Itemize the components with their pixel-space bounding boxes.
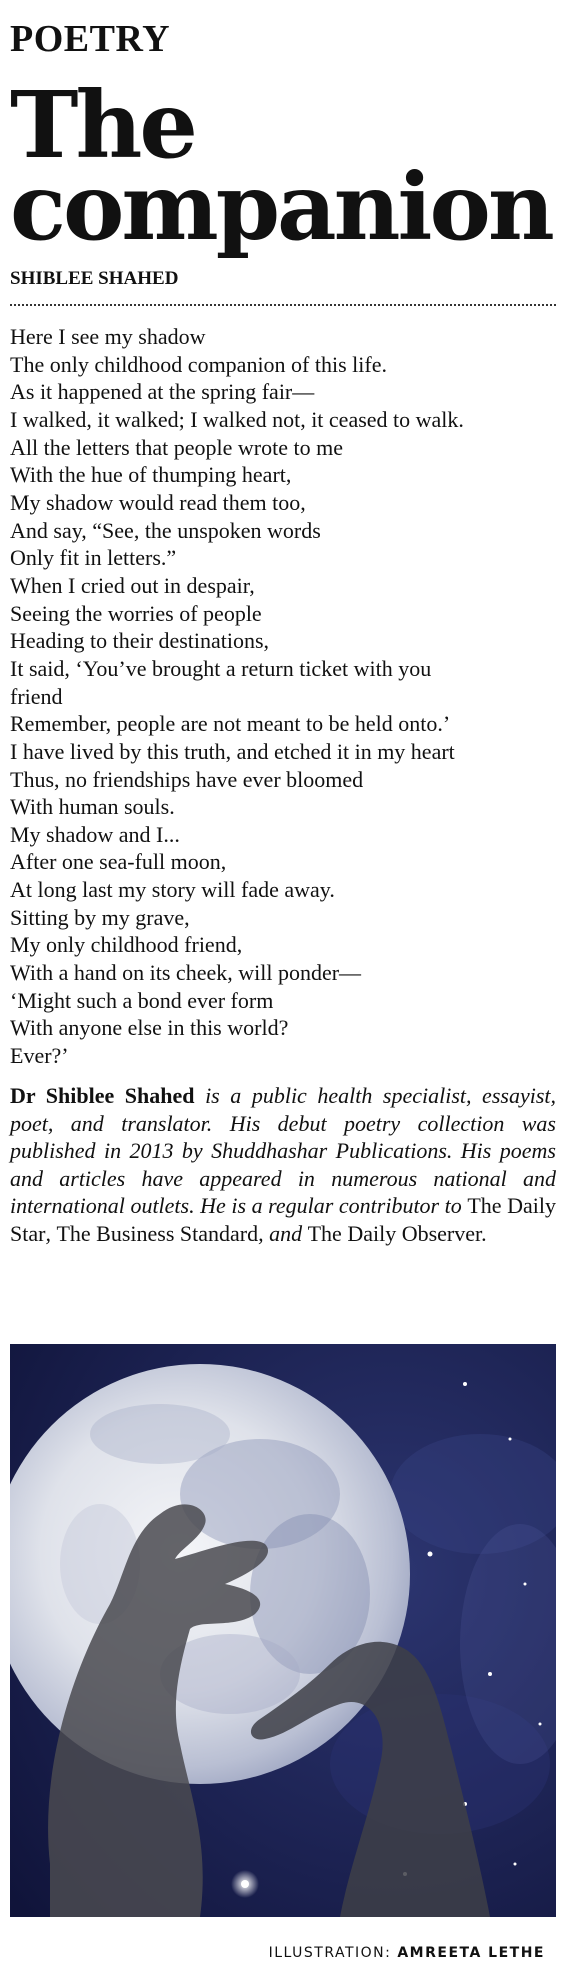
poem-line: My shadow and I... [10,821,180,847]
poem-line: Only fit in letters.” [10,545,177,571]
author-bio [10,1082,556,1247]
poem-line: With the hue of thumping heart, [10,462,292,488]
poem-line: Ever?’ [10,1043,69,1069]
poem-line: With anyone else in this world? [10,1015,289,1041]
bio-outlet: The Daily Star [10,1193,556,1246]
title-line-1: The [10,71,195,179]
poem-line: At long last my story will fade away. [10,877,335,903]
credit-name: AMREETA LETHE [397,1945,545,1961]
poem-line: It said, ‘You’ve brought a return ticket with you [10,655,432,681]
poem-line: And say, “See, the unspoken words [10,517,321,543]
dotted-divider [10,304,556,306]
poem-line: Heading to their destinations, [10,628,270,654]
poem-line: When I cried out in despair, [10,572,255,598]
illustration-credit [269,1946,545,1960]
poem-line: Sitting by my grave, [10,904,190,930]
bio-outlet: The Business Standard [56,1220,259,1246]
poem-line: As it happened at the spring fair— [10,379,315,405]
bio-author-name: Dr Shiblee Shahed [10,1083,195,1108]
bio-separator: , and [258,1220,308,1246]
bio-end: . [481,1220,487,1246]
section-label: POETRY [10,18,171,60]
author-byline: SHIBLEE SHAHED [10,268,179,289]
poem-line: All the letters that people wrote to me [10,434,343,460]
poem-line: I have lived by this truth, and etched it in my heart [10,738,455,764]
poem-line: friend [10,683,63,709]
poem-line: With a hand on its cheek, will ponder— [10,960,362,986]
bio-text: is a public health specialist, essayist, poet, and translator. His debut poetry collection was published in 2013 by Shuddhashar Publications. His poems and articles have appeared in numerous national and international outlets. He is a regular contributor to [10,1083,556,1218]
bio-outlet: The Daily Observer [307,1220,482,1246]
poem-line: Remember, people are not meant to be held onto.’ [10,711,451,737]
poem-line: Thus, no friendships have ever bloomed [10,766,364,792]
poem-line: Seeing the worries of people [10,600,262,626]
poem-line: The only childhood companion of this life. [10,351,387,377]
poem-line: Here I see my shadow [10,324,206,349]
page-title [10,71,552,261]
title-line-2: companion [10,153,552,261]
poem-body [10,323,556,1070]
poem-line: I walked, it walked; I walked not, it ceased to walk. [10,406,464,432]
credit-label: ILLUSTRATION: [268,1945,398,1961]
poem-line: My shadow would read them too, [10,489,306,515]
moon-hands-illustration [10,1344,556,1917]
poem-line: My only childhood friend, [10,932,243,958]
bio-separator: , [45,1220,57,1246]
poem-line: After one sea-full moon, [10,849,227,875]
poem-line: ‘Might such a bond ever form [10,987,274,1013]
poem-line: With human souls. [10,794,175,820]
